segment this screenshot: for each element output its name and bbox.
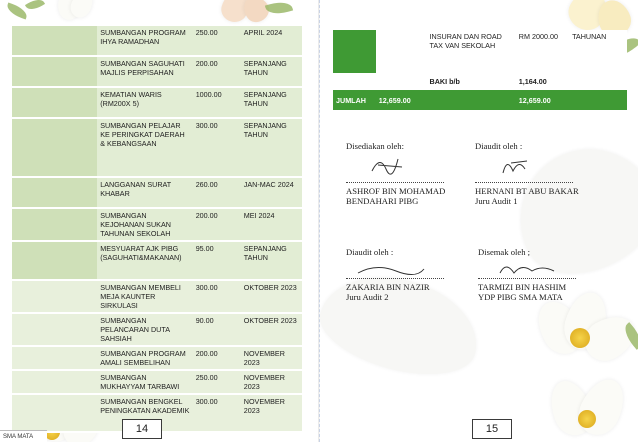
date-cell: SEPANJANG TAHUN — [241, 118, 302, 177]
signature-block-prepared — [346, 141, 445, 206]
amount-cell: 300.00 — [193, 394, 241, 432]
table-row — [12, 208, 302, 241]
item-cell: KEMATIAN WARIS (RM200X 5) — [97, 87, 192, 118]
date-cell: SEPANJANG TAHUN — [241, 241, 302, 280]
amount-cell: 200.00 — [193, 346, 241, 370]
item-cell: SUMBANGAN PELANCARAN DUTA SAHSIAH — [97, 313, 192, 346]
date-cell: OKTOBER 2023 — [241, 280, 302, 313]
signature-scribble — [368, 153, 408, 177]
date-cell: NOVEMBER 2023 — [241, 370, 302, 394]
amount-cell: 200.00 — [193, 56, 241, 87]
row-label-cell — [333, 30, 376, 74]
row-label-cell — [12, 118, 97, 177]
row-label-cell — [12, 177, 97, 208]
item-cell: MESYUARAT AJK PIBG (SAGUHATI&MAKANAN) — [97, 241, 192, 280]
amount-cell: 200.00 — [193, 208, 241, 241]
flower-center — [570, 328, 590, 348]
date-cell: NOVEMBER 2023 — [241, 346, 302, 370]
expenses-table-right — [333, 30, 627, 112]
amount-cell: 1000.00 — [193, 87, 241, 118]
signature-line — [475, 181, 573, 183]
item-cell: SUMBANGAN BENGKEL PENINGKATAN AKADEMIK — [97, 394, 192, 432]
leaf-decoration — [265, 0, 293, 17]
signature-heading: Diaudit oleh : — [475, 141, 523, 151]
table-row — [12, 346, 302, 370]
table-row — [12, 26, 302, 56]
item-cell: SUMBANGAN MEMBELI MEJA KAUNTER SIRKULASI — [97, 280, 192, 313]
date-cell: JAN-MAC 2024 — [241, 177, 302, 208]
signature-scribble — [356, 259, 426, 279]
date-cell: APRIL 2024 — [241, 26, 302, 56]
jumlah-right-total: 12,659.00 — [516, 89, 569, 111]
item-cell: LANGGANAN SURAT KHABAR — [97, 177, 192, 208]
amount-cell: 260.00 — [193, 177, 241, 208]
signature-line — [346, 181, 444, 183]
item-cell: SUMBANGAN KEJOHANAN SUKAN TAHUNAN SEKOLAH — [97, 208, 192, 241]
flower-center — [578, 410, 596, 428]
baki-amount: 1,164.00 — [516, 74, 569, 89]
table-row — [12, 313, 302, 346]
baki-row — [333, 74, 627, 89]
item-cell: SUMBANGAN SAGUHATI MAJLIS PERPISAHAN — [97, 56, 192, 87]
row-label-cell — [12, 346, 97, 370]
leaf-decoration — [25, 0, 45, 13]
signatory-name: ASHROF BIN MOHAMAD — [346, 186, 446, 196]
signatory-role: Juru Audit 1 — [475, 196, 518, 206]
table-row — [12, 241, 302, 280]
row-label-cell — [12, 394, 97, 432]
row-label-cell — [12, 370, 97, 394]
signature-block-checked — [478, 247, 576, 302]
signature-block-audit2 — [346, 247, 444, 302]
signatory-name: TARMIZI BIN HASHIM — [478, 282, 567, 292]
date-cell: MEI 2024 — [241, 208, 302, 241]
jumlah-label: JUMLAH — [333, 89, 376, 111]
signature-block-audit1 — [475, 141, 579, 206]
table-row — [12, 56, 302, 87]
baki-label: BAKI b/b — [427, 74, 516, 89]
signature-heading: Disemak oleh ; — [478, 247, 531, 257]
signatory-name: ZAKARIA BIN NAZIR — [346, 282, 430, 292]
expenses-table-left — [12, 26, 302, 433]
amount-cell: 250.00 — [193, 26, 241, 56]
date-cell: SEPANJANG TAHUN — [241, 87, 302, 118]
jumlah-left-total: 12,659.00 — [376, 89, 427, 111]
signature-scribble — [497, 153, 537, 179]
page-number-right: 15 — [472, 419, 512, 439]
date-cell: OKTOBER 2023 — [241, 313, 302, 346]
amount-cell: 250.00 — [193, 370, 241, 394]
table-row — [12, 177, 302, 208]
amount-cell: RM 2000.00 — [516, 30, 569, 74]
row-label-cell — [12, 241, 97, 280]
amount-cell: 300.00 — [193, 118, 241, 177]
signatory-name: HERNANI BT ABU BAKAR — [475, 186, 579, 196]
signature-heading: Disediakan oleh: — [346, 141, 404, 151]
item-cell: SUMBANGAN PELAJAR KE PERINGKAT DAERAH & KEBANGSAAN — [97, 118, 192, 177]
item-cell: SUMBANGAN PROGRAM AMALI SEMBELIHAN — [97, 346, 192, 370]
date-cell: SEPANJANG TAHUN — [241, 56, 302, 87]
footer-school-tag: SMA MATA — [0, 430, 47, 442]
left-page — [0, 0, 318, 442]
row-label-cell — [12, 313, 97, 346]
signatory-role: Juru Audit 2 — [346, 292, 389, 302]
row-label-cell — [12, 56, 97, 87]
row-label-cell — [12, 208, 97, 241]
signature-scribble — [498, 259, 558, 279]
amount-cell: 300.00 — [193, 280, 241, 313]
item-cell: INSURAN DAN ROAD TAX VAN SEKOLAH — [427, 30, 516, 74]
row-blank-cell — [376, 30, 427, 74]
row-label-cell — [12, 26, 97, 56]
signature-heading: Diaudit oleh : — [346, 247, 394, 257]
row-label-cell — [12, 87, 97, 118]
table-row — [12, 370, 302, 394]
row-label-cell — [12, 280, 97, 313]
signatory-role: BENDAHARI PIBG — [346, 196, 419, 206]
page-number-left: 14 — [122, 419, 162, 439]
date-cell: NOVEMBER 2023 — [241, 394, 302, 432]
table-row — [12, 118, 302, 177]
signatory-role: YDP PIBG SMA MATA — [478, 292, 563, 302]
amount-cell: 95.00 — [193, 241, 241, 280]
table-row — [333, 30, 627, 74]
item-cell: SUMBANGAN PROGRAM IHYA RAMADHAN — [97, 26, 192, 56]
jumlah-row — [333, 89, 627, 111]
table-row — [12, 280, 302, 313]
item-cell: SUMBANGAN MUKHAYYAM TARBAWI — [97, 370, 192, 394]
date-cell: TAHUNAN — [569, 30, 627, 74]
amount-cell: 90.00 — [193, 313, 241, 346]
table-row — [12, 87, 302, 118]
